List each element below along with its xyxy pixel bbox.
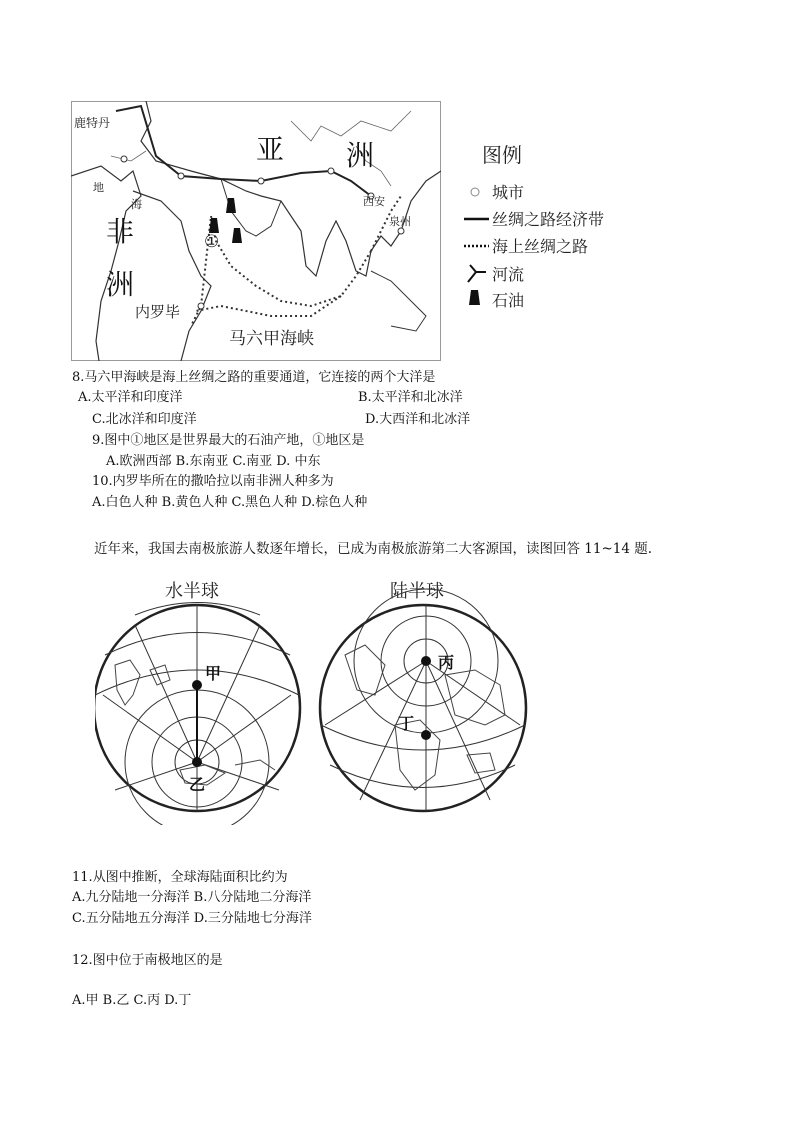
water-hemisphere-globe xyxy=(95,603,300,826)
label-bing: 丙 xyxy=(438,653,455,672)
oil-legend-icon xyxy=(469,290,480,305)
q12-stem: 12.图中位于南极地区的是 xyxy=(72,953,223,968)
city-marker xyxy=(178,173,184,179)
q8-option-d: D.大西洋和北冰洋 xyxy=(365,412,471,427)
legend-title: 图例 xyxy=(482,143,522,167)
label-xian: 西安 xyxy=(363,195,385,208)
label-africa-1: 非 xyxy=(106,215,135,248)
legend-maritime: 海上丝绸之路 xyxy=(492,237,589,256)
city-marker xyxy=(328,168,334,174)
legend-oil: 石油 xyxy=(492,291,525,310)
city-marker xyxy=(258,178,264,184)
label-ding: 丁 xyxy=(398,714,415,733)
label-asia-1: 亚 xyxy=(256,133,285,166)
land-hemisphere-globe xyxy=(320,589,526,811)
q9-stem: 9.图中①地区是世界最大的石油产地，①地区是 xyxy=(92,433,365,448)
q10-stem: 10.内罗毕所在的撒哈拉以南非洲人种多为 xyxy=(92,474,334,489)
q8-option-c: C.北冰洋和印度洋 xyxy=(92,412,197,427)
river-legend-icon xyxy=(468,265,486,282)
q8-option-b: B.太平洋和北冰洋 xyxy=(358,390,463,405)
q12-options: A.甲 B.乙 C.丙 D.丁 xyxy=(72,993,192,1008)
q11-options-line2: C.五分陆地五分海洋 D.三分陆地七分海洋 xyxy=(72,911,312,926)
intro-text: 近年来，我国去南极旅游人数逐年增长，已成为南极旅游第二大客源国，读图回答 11~14 题. xyxy=(94,541,653,557)
legend-city: 城市 xyxy=(492,183,525,202)
city-marker xyxy=(121,156,127,162)
q11-options-line1: A.九分陆地一分海洋 B.八分陆地二分海洋 xyxy=(72,890,312,905)
label-quanzhou: 泉州 xyxy=(389,215,411,228)
legend-river: 河流 xyxy=(492,265,525,284)
land-hemisphere-title: 陆半球 xyxy=(390,581,444,602)
q9-options: A.欧洲西部 B.东南亚 C.南亚 D. 中东 xyxy=(106,454,321,469)
label-malacca: 马六甲海峡 xyxy=(229,329,314,349)
map-legend xyxy=(462,140,662,320)
label-rotterdam: 鹿特丹 xyxy=(74,116,111,130)
silk-road-map xyxy=(71,101,441,361)
q10-options: A.白色人种 B.黄色人种 C.黑色人种 D.棕色人种 xyxy=(92,495,368,510)
hemisphere-figure xyxy=(95,575,535,825)
q11-stem: 11.从图中推断，全球海陆面积比约为 xyxy=(72,870,288,885)
label-africa-2: 洲 xyxy=(106,268,135,301)
water-hemisphere-title: 水半球 xyxy=(165,581,219,602)
city-marker-nairobi xyxy=(198,303,204,309)
label-asia-2: 洲 xyxy=(346,139,375,172)
label-sea: 地 xyxy=(93,181,104,194)
city-legend-icon xyxy=(471,188,479,196)
q8-stem: 8.马六甲海峡是海上丝绸之路的重要通道，它连接的两个大洋是 xyxy=(72,370,436,385)
q8-option-a: A.太平洋和印度洋 xyxy=(78,390,183,405)
label-sea2: 海 xyxy=(131,198,142,211)
city-marker-quanzhou xyxy=(398,228,404,234)
label-region-1: ① xyxy=(204,232,220,252)
label-yi: 乙 xyxy=(189,775,206,794)
label-nairobi: 内罗毕 xyxy=(135,303,181,321)
legend-silk-road: 丝绸之路经济带 xyxy=(492,210,605,229)
label-jia: 甲 xyxy=(205,664,222,683)
